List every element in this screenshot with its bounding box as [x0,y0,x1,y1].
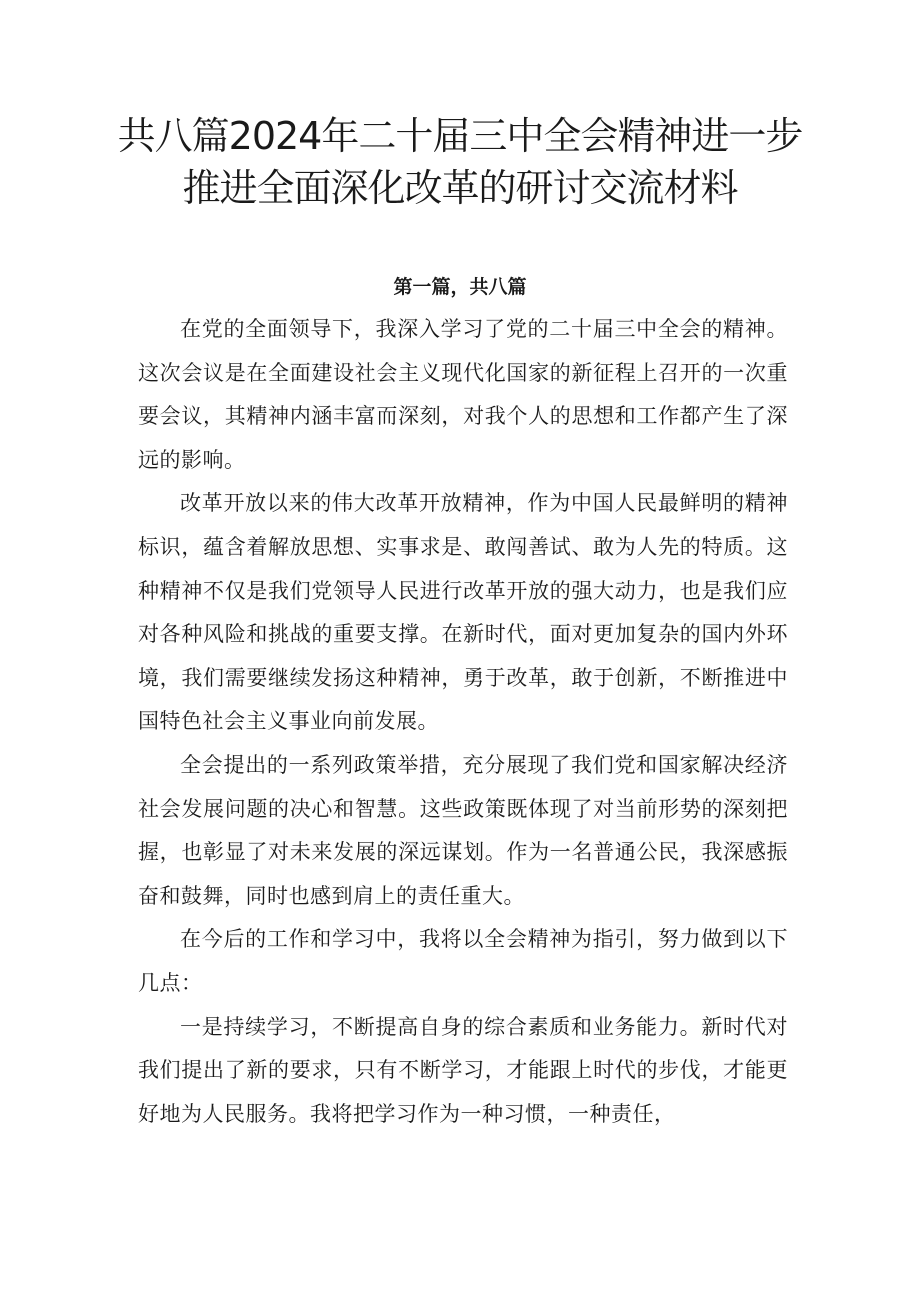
document-title-line-2: 推进全面深化改革的研讨交流材料 [182,166,738,210]
section-heading: 第一篇，共八篇 [393,276,527,298]
paragraph-4: 在今后的工作和学习中，我将以全会精神为指引，努力做到以下几点： [138,927,788,995]
paragraph-3: 全会提出的一系列政策举措，充分展现了我们党和国家解决经济社会发展问题的决心和智慧。这些政策既体现了对当前形势的深刻把握，也彰显了对未来发展的深远谋划。作为一名普通公民，我深感振奋和鼓舞，同时也感到肩上的责任重大。 [138,752,788,908]
document-title-line-1: 共八篇2024年二十届三中全会精神进一步 [117,114,803,158]
paragraph-5: 一是持续学习，不断提高自身的综合素质和业务能力。新时代对我们提出了新的要求，只有不断学习，才能跟上时代的步伐，才能更好地为人民服务。我将把学习作为一种习惯，一种责任， [138,1014,788,1126]
paragraph-1: 在党的全面领导下，我深入学习了党的二十届三中全会的精神。这次会议是在全面建设社会主义现代化国家的新征程上召开的一次重要会议，其精神内涵丰富而深刻，对我个人的思想和工作都产生了深远的影响。 [138,317,788,472]
paragraph-2: 改革开放以来的伟大改革开放精神，作为中国人民最鲜明的精神标识，蕴含着解放思想、实事求是、敢闯善试、敢为人先的特质。这种精神不仅是我们党领导人民进行改革开放的强大动力，也是我们应对各种风险和挑战的重要支撑。在新时代，面对更加复杂的国内外环境，我们需要继续发扬这种精神，勇于改革，敢于创新，不断推进中国特色社会主义事业向前发展。 [138,491,788,734]
document-title [90,110,830,214]
document-body [138,308,788,1136]
